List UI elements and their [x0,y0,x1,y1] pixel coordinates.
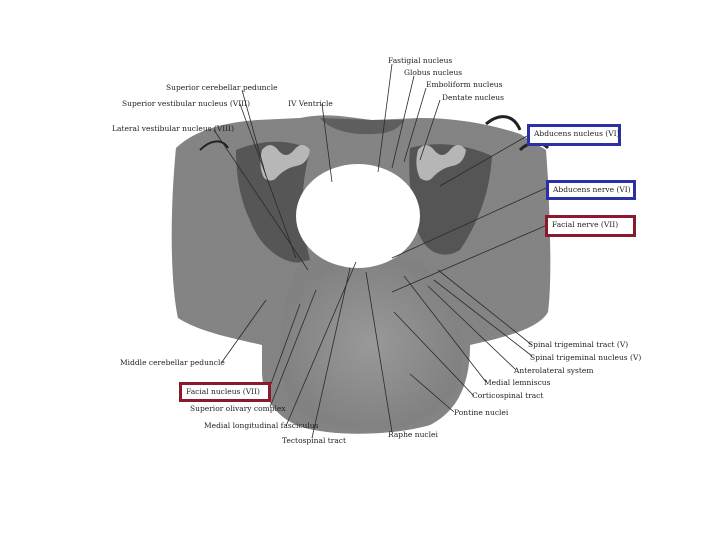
label-medial-lemniscus: Medial lemniscus [484,378,551,387]
label-lateral-vestibular-nucleus: Lateral vestibular nucleus (VIII) [112,124,235,133]
label-superior-olivary-complex: Superior olivary complex [190,404,286,413]
label-fastigial-nucleus: Fastigial nucleus [388,56,453,65]
label-iv-ventricle: IV Ventricle [288,99,333,108]
fourth-ventricle [296,164,420,268]
label-superior-cerebellar-peduncle: Superior cerebellar peduncle [166,83,278,92]
highlight-facial-nerve: Facial nerve (VII) [545,215,636,237]
label-medial-longitudinal-fasciculus: Medial longitudinal fasciculus [204,421,319,430]
label-middle-cerebellar-peduncle: Middle cerebellar peduncle [120,358,225,367]
highlight-abducens-nerve: Abducens nerve (VI) [546,180,636,200]
label-spinal-trigeminal-nucleus: Spinal trigeminal nucleus (V) [530,353,642,362]
highlight-abducens-nucleus: Abducens nucleus (VI) [527,124,621,146]
label-superior-vestibular-nucleus: Superior vestibular nucleus (VIII) [122,99,251,108]
label-spinal-trigeminal-tract: Spinal trigeminal tract (V) [528,340,629,349]
highlight-facial-nucleus: Facial nucleus (VII) [179,382,271,402]
label-globose-nucleus: Globus nucleus [404,68,463,77]
label-raphe-nuclei: Raphe nuclei [388,430,438,439]
label-tectospinal-tract: Tectospinal tract [282,436,347,445]
label-emboliform-nucleus: Emboliform nucleus [426,80,503,89]
label-pontine-nuclei: Pontine nuclei [454,408,509,417]
label-corticospinal-tract: Corticospinal tract [472,391,544,400]
label-dentate-nucleus: Dentate nucleus [442,93,504,102]
label-anterolateral-system: Anterolateral system [514,366,594,375]
